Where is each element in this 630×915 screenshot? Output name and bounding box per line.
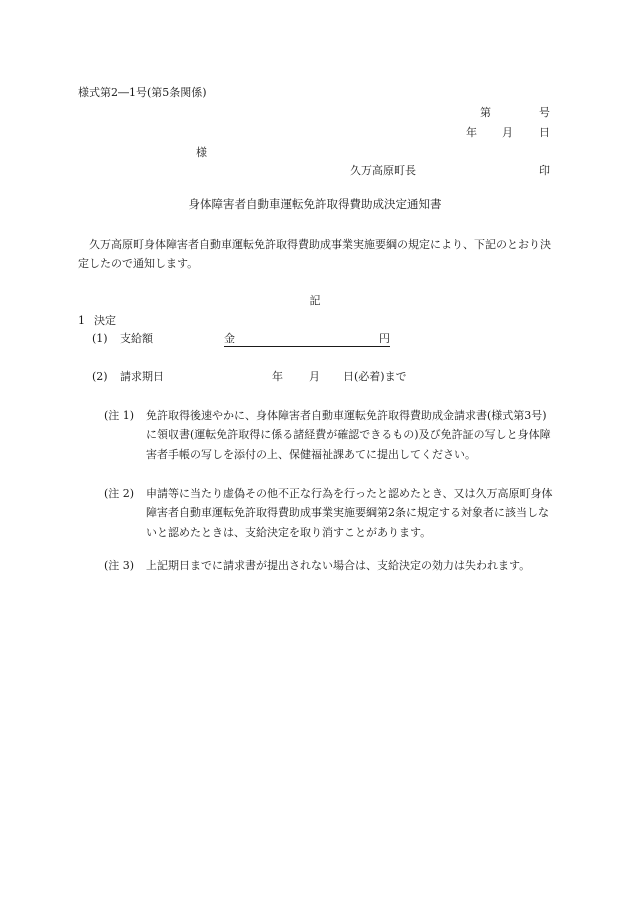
document-title: 身体障害者自動車運転免許取得費助成決定通知書 [188, 197, 442, 211]
deadline-row [92, 368, 164, 385]
note-text: 免許取得後速やかに、身体障害者自動車運転免許取得費助成金請求書(様式第3号)に領収書(運転免許取得に係る諸経費が確認できるもの)及び免許証の写しと身体障害者手帳の写しを添付の上、保健福祉課あてに提出してください。 [146, 409, 551, 461]
deadline-day: 日(必着)まで [343, 370, 407, 383]
note-1 [104, 406, 554, 464]
note-3 [104, 556, 554, 575]
section-decision [78, 312, 116, 329]
issue-day: 日 [539, 126, 550, 139]
amount-suffix: 円 [379, 332, 390, 345]
number-prefix: 第 [480, 106, 491, 119]
section-number: 1 [78, 314, 85, 327]
deadline-year: 年 [272, 370, 283, 383]
note-text: 上記期日までに請求書が提出されない場合は、支給決定の効力は失われます。 [146, 559, 531, 572]
note-text: 申請等に当たり虚偽その他不正な行為を行ったと認めたとき、又は久万高原町身体障害者自動車運転免許取得費助成事業実施要綱第2条に規定する対象者に該当しないと認めたときは、支給決定を取り消すことがあります。 [146, 487, 553, 539]
issue-year: 年 [466, 126, 477, 139]
deadline-month: 月 [309, 370, 320, 383]
section-label: 決定 [94, 314, 116, 327]
note-2 [104, 484, 554, 542]
issue-month: 月 [502, 126, 513, 139]
intro-paragraph: 久万高原町身体障害者自動車運転免許取得費助成事業実施要綱の規定により、下記のとおり決定したので通知します。 [78, 238, 551, 270]
note-tag: (注 3) [104, 559, 135, 572]
amount-prefix: 金 [224, 332, 235, 345]
note-tag: (注 2) [104, 487, 135, 500]
issuer-name: 久万高原町長 [350, 164, 416, 177]
deadline-label: 請求期日 [120, 370, 164, 383]
number-suffix: 号 [539, 106, 550, 119]
amount-field[interactable] [224, 330, 390, 347]
ki-heading: 記 [309, 294, 321, 307]
note-tag: (注 1) [104, 409, 135, 422]
amount-index: (1) [92, 332, 108, 345]
form-number: 様式第2―1号(第5条関係) [78, 86, 207, 99]
amount-label: 支給額 [120, 332, 153, 345]
deadline-index: (2) [92, 370, 108, 383]
seal-mark: 印 [539, 164, 550, 177]
amount-row [92, 330, 153, 347]
addressee: 様 [196, 146, 207, 159]
